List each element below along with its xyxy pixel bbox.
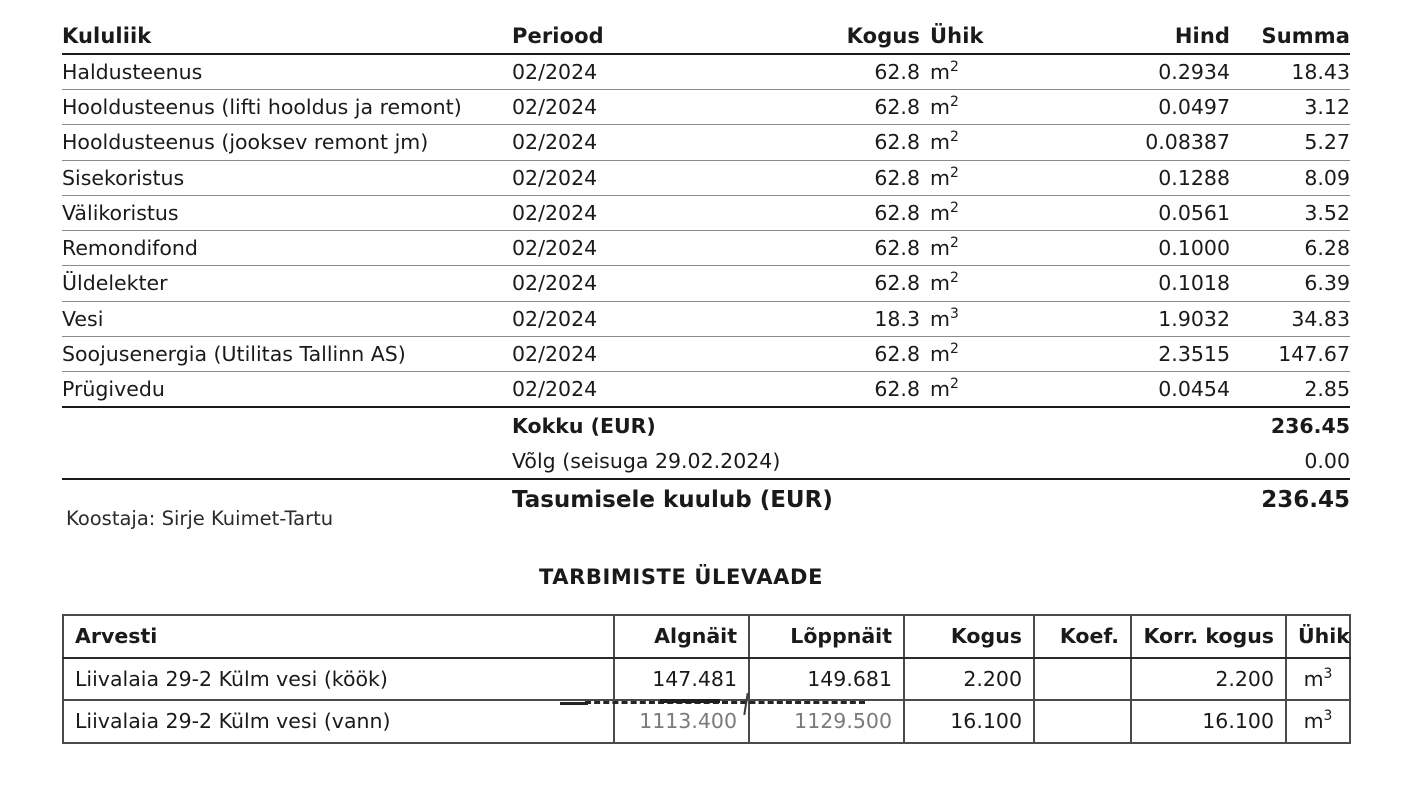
- cell-kululiik: Hooldusteenus (jooksev remont jm): [62, 125, 512, 160]
- cell-summa: 18.43: [1230, 55, 1350, 90]
- debt-label: Võlg (seisuga 29.02.2024): [512, 448, 781, 473]
- cost-table-row: [62, 301, 1350, 336]
- cell-koef: [1034, 700, 1131, 743]
- cell-periood: 02/2024: [512, 125, 760, 160]
- cost-table-head: [62, 24, 1350, 55]
- cell-summa: 3.52: [1230, 195, 1350, 230]
- cell-yhik: $m^2$: [920, 90, 1040, 125]
- cell-kululiik: Vesi: [62, 301, 512, 336]
- cell-yhik: $m^2$: [920, 55, 1040, 90]
- cell-kogus: 18.3: [760, 301, 920, 336]
- cost-table-row: [62, 125, 1350, 160]
- cell-loppnait: 1129.500: [749, 700, 904, 743]
- cell-hind: 1.9032: [1040, 301, 1230, 336]
- cell-kogus: 62.8: [760, 160, 920, 195]
- column-header-summa: Summa: [1261, 24, 1350, 48]
- column-header-hind: Hind: [1174, 24, 1230, 48]
- cell-periood: 02/2024: [512, 301, 760, 336]
- meter-readings-table: [62, 614, 1351, 744]
- cell-algnait: 1113.400: [614, 700, 749, 743]
- cell-loppnait: 149.681: [749, 658, 904, 701]
- cell-meter-yhik: $m^3$: [1303, 665, 1333, 691]
- cell-kogus: 62.8: [760, 231, 920, 266]
- cell-kululiik: Soojusenergia (Utilitas Tallinn AS): [62, 336, 512, 371]
- cell-summa: 3.12: [1230, 90, 1350, 125]
- subtotal-label: Kokku (EUR): [512, 414, 656, 439]
- cell-summa: 147.67: [1230, 336, 1350, 371]
- cell-periood: 02/2024: [512, 90, 760, 125]
- cell-kogus: 62.8: [760, 195, 920, 230]
- cell-summa: 6.28: [1230, 231, 1350, 266]
- cell-yhik: $m^2$: [920, 231, 1040, 266]
- column-header-korr-kogus: Korr. kogus: [1131, 615, 1286, 658]
- payable-label: Tasumisele kuulub (EUR): [512, 486, 833, 513]
- cell-kogus: 62.8: [760, 266, 920, 301]
- cell-koef: [1034, 658, 1131, 701]
- cell-korr-kogus: 16.100: [1131, 700, 1286, 743]
- cell-kululiik: Prügivedu: [62, 372, 512, 408]
- column-header-loppnait: Lõppnäit: [749, 615, 904, 658]
- cell-hind: 0.08387: [1040, 125, 1230, 160]
- cell-hind: 0.0497: [1040, 90, 1230, 125]
- column-header-algnait: Algnäit: [614, 615, 749, 658]
- cell-hind: 0.2934: [1040, 55, 1230, 90]
- cell-kululiik: Välikoristus: [62, 195, 512, 230]
- cell-arvesti: Liivalaia 29-2 Külm vesi (köök): [63, 658, 614, 701]
- cell-kululiik: Hooldusteenus (lifti hooldus ja remont): [62, 90, 512, 125]
- cell-periood: 02/2024: [512, 55, 760, 90]
- cell-hind: 2.3515: [1040, 336, 1230, 371]
- cost-table-totals: [62, 407, 1350, 516]
- cost-table-row: [62, 372, 1350, 408]
- cell-arvesti: Liivalaia 29-2 Külm vesi (vann): [63, 700, 614, 743]
- column-header-arvesti: Arvesti: [63, 615, 614, 658]
- meter-table-header-row: [63, 615, 1350, 658]
- column-header-meter-yhik: Ühik: [1286, 615, 1350, 658]
- cell-yhik: $m^2$: [920, 336, 1040, 371]
- cell-meter-kogus: 2.200: [904, 658, 1034, 701]
- cost-table-row: [62, 160, 1350, 195]
- totals-row-debt: [62, 443, 1350, 479]
- cell-kogus: 62.8: [760, 336, 920, 371]
- cell-summa: 5.27: [1230, 125, 1350, 160]
- cell-periood: 02/2024: [512, 231, 760, 266]
- cell-kogus: 62.8: [760, 372, 920, 408]
- column-header-meter-kogus: Kogus: [904, 615, 1034, 658]
- cell-korr-kogus: 2.200: [1131, 658, 1286, 701]
- cell-summa: 2.85: [1230, 372, 1350, 408]
- cell-hind: 0.0454: [1040, 372, 1230, 408]
- cell-yhik: $m^2$: [920, 195, 1040, 230]
- meter-table-body: [63, 658, 1350, 743]
- cell-kogus: 62.8: [760, 90, 920, 125]
- cost-table-row: [62, 55, 1350, 90]
- section-title-text: TARBIMISTE ÜLEVAADE: [538, 565, 824, 589]
- cell-periood: 02/2024: [512, 336, 760, 371]
- cost-table-header-row: [62, 24, 1350, 54]
- cell-yhik: $m^2$: [920, 266, 1040, 301]
- payable-value: 236.45: [1261, 486, 1350, 513]
- cost-table-row: [62, 231, 1350, 266]
- cell-periood: 02/2024: [512, 266, 760, 301]
- cell-kululiik: Remondifond: [62, 231, 512, 266]
- cell-periood: 02/2024: [512, 160, 760, 195]
- cell-yhik: $m^2$: [920, 125, 1040, 160]
- prepared-by-text: Koostaja: Sirje Kuimet-Tartu: [66, 507, 334, 530]
- debt-value: 0.00: [1304, 448, 1350, 473]
- cell-kululiik: Haldusteenus: [62, 55, 512, 90]
- cell-meter-yhik: $m^3$: [1286, 700, 1350, 743]
- column-header-periood: Periood: [512, 24, 604, 48]
- cell-kogus: 62.8: [760, 55, 920, 90]
- meter-table-row: [63, 700, 1350, 743]
- cell-kogus: 62.8: [760, 125, 920, 160]
- cost-table-body: [62, 55, 1350, 407]
- cell-hind: 0.1000: [1040, 231, 1230, 266]
- cell-yhik: $m^3$: [920, 301, 1040, 336]
- meter-table-row: [63, 658, 1350, 701]
- cell-algnait: 147.481: [614, 658, 749, 701]
- cell-summa: 8.09: [1230, 160, 1350, 195]
- cell-hind: 0.1018: [1040, 266, 1230, 301]
- column-header-yhik: Ühik: [930, 24, 984, 48]
- cell-summa: 34.83: [1230, 301, 1350, 336]
- totals-row-subtotal: [62, 408, 1350, 443]
- cell-hind: 0.0561: [1040, 195, 1230, 230]
- cell-hind: 0.1288: [1040, 160, 1230, 195]
- cell-yhik: $m^2$: [920, 372, 1040, 408]
- cost-table-row: [62, 195, 1350, 230]
- cost-table-row: [62, 336, 1350, 371]
- cell-periood: 02/2024: [512, 372, 760, 408]
- cell-yhik: $m^2$: [920, 160, 1040, 195]
- cost-table: [62, 24, 1350, 516]
- column-header-kululiik: Kululiik: [62, 24, 152, 48]
- column-header-koef: Koef.: [1034, 615, 1131, 658]
- column-header-kogus: Kogus: [846, 24, 920, 48]
- section-title: [0, 565, 1422, 589]
- cell-kululiik: Sisekoristus: [62, 160, 512, 195]
- cell-meter-kogus: 16.100: [904, 700, 1034, 743]
- cost-table-row: [62, 90, 1350, 125]
- totals-spacer: [62, 408, 512, 443]
- cell-periood: 02/2024: [512, 195, 760, 230]
- cell-kululiik: Üldelekter: [62, 266, 512, 301]
- cost-table-row: [62, 266, 1350, 301]
- subtotal-value: 236.45: [1270, 414, 1350, 439]
- meter-table-head: [63, 615, 1350, 658]
- totals-spacer-debt: [62, 443, 512, 479]
- cell-summa: 6.39: [1230, 266, 1350, 301]
